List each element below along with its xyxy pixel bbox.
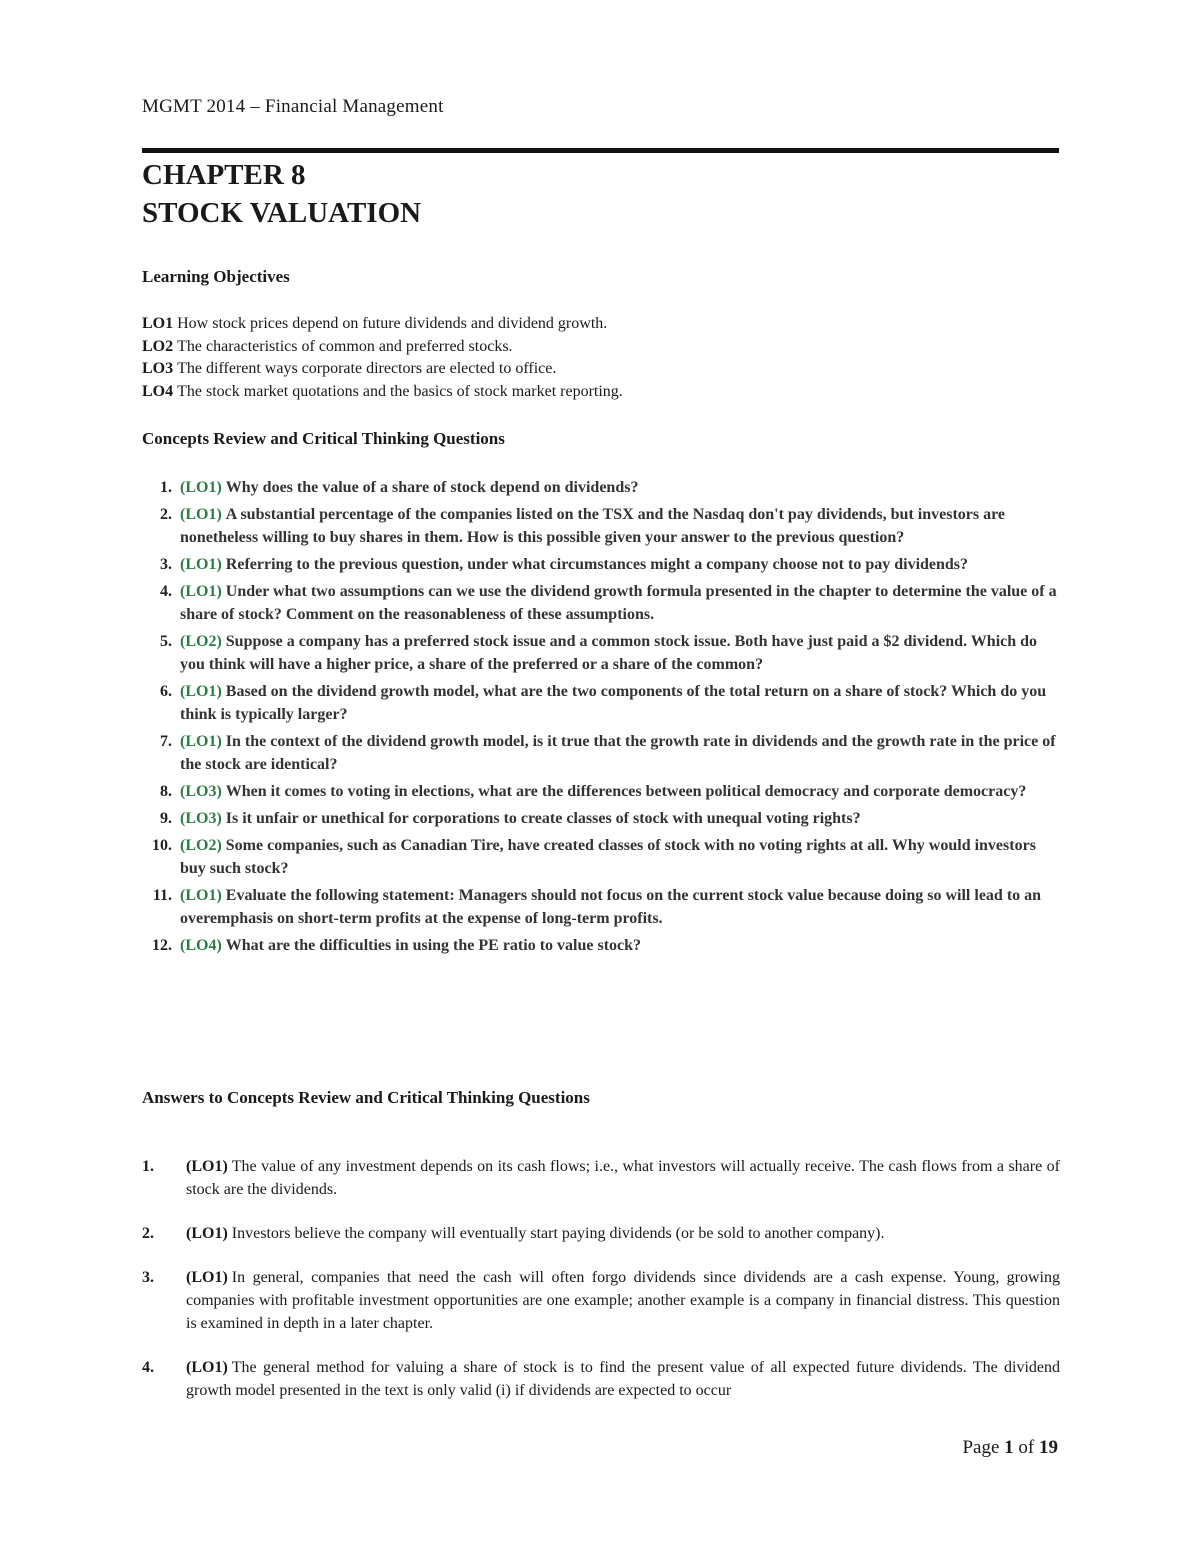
question-body [180,476,1062,499]
question-body [180,503,1062,549]
question-item [142,476,1062,499]
page-number: 1 [1004,1437,1014,1458]
question-number: 5. [160,633,172,650]
answer-lo-tag: (LO1) [186,1269,228,1286]
question-lo-tag: (LO3) [180,810,222,827]
question-item [142,807,1062,830]
question-item [142,780,1062,803]
page-footer [962,1437,1058,1459]
learning-objective-text: How stock prices depend on future dividends and dividend growth. [177,315,608,332]
questions-list [142,476,1062,961]
question-body [180,730,1062,776]
question-text: Evaluate the following statement: Managers should not focus on the current stock value because doing so will lead to an overemphasis on short-term profits at the expense of long-term profits. [180,887,1042,927]
learning-objective-item [142,313,623,336]
question-text: Under what two assumptions can we use the dividend growth formula presented in the chapter to determine the value of a share of stock? Comment on the reasonableness of these assumptions. [180,583,1057,623]
question-body [180,884,1062,930]
page-total: 19 [1039,1437,1058,1458]
question-number: 8. [160,783,172,800]
answers-heading: Answers to Concepts Review and Critical Thinking Questions [142,1088,590,1107]
question-body [180,934,1062,957]
learning-objective-code: LO4 [142,382,174,400]
chapter-title [142,156,421,232]
answer-body [186,1222,1060,1245]
question-lo-tag: (LO1) [180,506,222,523]
question-lo-tag: (LO2) [180,633,222,650]
answer-body [186,1266,1060,1335]
question-text: A substantial percentage of the companies listed on the TSX and the Nasdaq don't pay dividends, but investors are nonetheless willing to buy shares in them. How is this possible given your answer to the previous question? [180,506,1006,546]
question-lo-tag: (LO1) [180,733,222,750]
question-number: 7. [160,733,172,750]
question-number: 1. [160,479,172,496]
answer-text: In general, companies that need the cash will often forgo dividends since dividends are a cash expense. Young, growing companies with profitable investment opportunities are one example; another example is a company in financial distress. This question is examined in depth in a later chapter. [186,1269,1060,1332]
answer-lo-tag: (LO1) [186,1225,228,1242]
question-body [180,834,1062,880]
learning-objective-text: The different ways corporate directors are elected to office. [177,360,557,377]
question-text: What are the difficulties in using the PE ratio to value stock? [225,937,642,954]
answer-number: 3. [142,1269,154,1286]
answer-text: Investors believe the company will eventually start paying dividends (or be sold to another company). [231,1225,885,1242]
question-item [142,580,1062,626]
learning-objective-item [142,381,623,404]
answer-lo-tag: (LO1) [186,1359,228,1376]
answer-number: 2. [142,1225,154,1242]
question-item [142,834,1062,880]
question-number: 12. [152,937,172,954]
question-lo-tag: (LO1) [180,583,222,600]
chapter-name: STOCK VALUATION [142,197,422,229]
answer-item [142,1155,1060,1201]
question-lo-tag: (LO1) [180,479,222,496]
question-body [180,780,1062,803]
question-number: 2. [160,506,172,523]
of-word: of [1018,1437,1035,1458]
answer-item [142,1222,1060,1245]
question-item [142,680,1062,726]
learning-objective-text: The characteristics of common and preferred stocks. [177,337,513,355]
question-item [142,730,1062,776]
question-text: Is it unfair or unethical for corporations to create classes of stock with unequal voting rights? [225,810,861,827]
answer-body [186,1155,1060,1201]
question-text: Some companies, such as Canadian Tire, have created classes of stock with no voting rights at all. Why would investors buy such stock? [180,837,1036,877]
answer-number: 1. [142,1158,154,1175]
question-number: 4. [160,583,172,600]
question-body [180,553,1062,576]
answer-lo-tag: (LO1) [186,1158,228,1175]
answer-number: 4. [142,1359,154,1376]
learning-objectives-list [142,313,623,403]
learning-objective-code: LO3 [142,360,174,377]
learning-objective-code: LO2 [142,337,174,355]
question-text: In the context of the dividend growth model, is it true that the growth rate in dividends and the growth rate in the price of the stock are identical? [180,733,1056,773]
answer-body [186,1356,1060,1402]
answer-item [142,1266,1060,1335]
learning-objective-code: LO1 [142,315,174,332]
learning-objective-item [142,358,623,381]
questions-heading: Concepts Review and Critical Thinking Questions [142,429,505,448]
question-number: 9. [160,810,172,827]
question-item [142,884,1062,930]
chapter-number: CHAPTER 8 [142,159,306,191]
learning-objective-text: The stock market quotations and the basics of stock market reporting. [177,382,623,400]
answer-item [142,1356,1060,1402]
answer-text: The value of any investment depends on its cash flows; i.e., what investors will actually receive. The cash flows from a share of stock are the dividends. [186,1158,1060,1198]
question-number: 11. [152,887,172,904]
question-body [180,680,1062,726]
question-body [180,580,1062,626]
question-body [180,630,1062,676]
question-item [142,934,1062,957]
question-number: 10. [152,837,172,854]
question-text: Suppose a company has a preferred stock issue and a common stock issue. Both have just paid a $2 dividend. Which do you think will have a higher price, a share of the preferred or a share of the common? [180,633,1038,673]
question-text: Based on the dividend growth model, what are the two components of the total return on a share of stock? Which do you think is typically larger? [180,683,1047,723]
question-lo-tag: (LO2) [180,837,222,854]
question-text: Why does the value of a share of stock depend on dividends? [225,479,639,496]
question-number: 6. [160,683,172,700]
question-text: Referring to the previous question, under what circumstances might a company choose not to pay dividends? [225,556,969,573]
learning-objectives-heading: Learning Objectives [142,267,290,286]
answer-text: The general method for valuing a share of stock is to find the present value of all expected future dividends. The dividend growth model presented in the text is only valid (i) if dividends are expected to occur [186,1359,1060,1399]
question-lo-tag: (LO1) [180,556,222,573]
question-lo-tag: (LO4) [180,937,222,954]
question-lo-tag: (LO1) [180,887,222,904]
question-number: 3. [160,556,172,573]
question-item [142,630,1062,676]
question-lo-tag: (LO3) [180,783,222,800]
question-item [142,503,1062,549]
header-rule [142,148,1059,153]
question-body [180,807,1062,830]
course-header: MGMT 2014 – Financial Management [142,96,444,117]
learning-objective-item [142,336,623,359]
question-item [142,553,1062,576]
question-text: When it comes to voting in elections, what are the differences between political democracy and corporate democracy? [225,783,1027,800]
answers-list [142,1155,1060,1423]
question-lo-tag: (LO1) [180,683,222,700]
page-word: Page [962,1437,1000,1458]
